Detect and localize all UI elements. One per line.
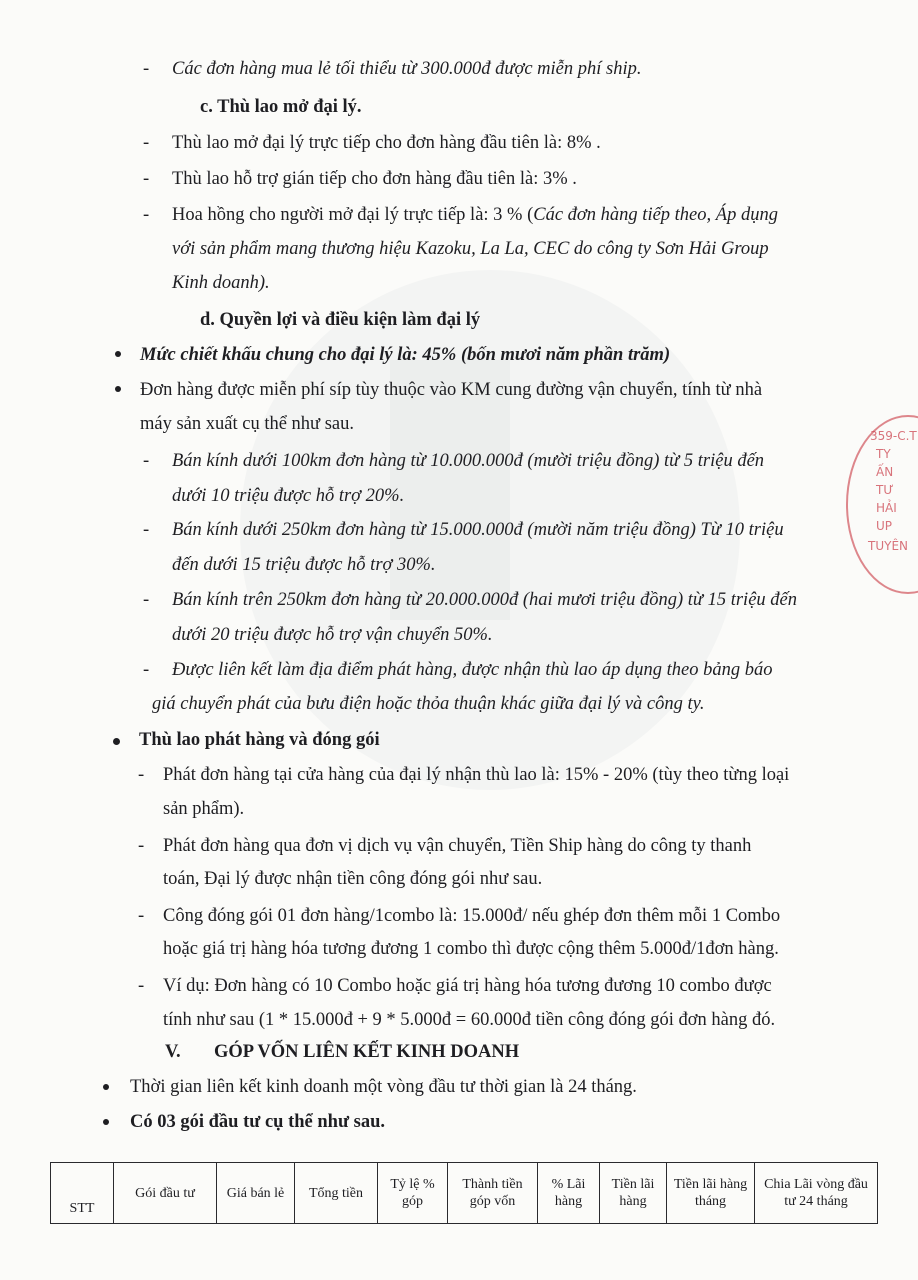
tier-line: Bán kính dưới 100km đơn hàng từ 10.000.000đ (mười triệu đồng) từ 5 triệu đến [172, 451, 765, 471]
shipping-intro-2: máy sản xuất cụ thể như sau. [140, 414, 354, 434]
heading-c: c. Thù lao mở đại lý. [200, 97, 362, 117]
bullet-dot [103, 1119, 109, 1125]
section-v-bullet: Có 03 gói đầu tư cụ thể như sau. [130, 1112, 386, 1132]
bullet-dot [113, 738, 120, 745]
tier-line: Được liên kết làm địa điểm phát hàng, được nhận thù lao áp dụng theo bảng báo [172, 660, 773, 680]
fulfilment-line: Phát đơn hàng tại cửa hàng của đại lý nhận thù lao là: 15% - 20% (tùy theo từng loại [163, 765, 790, 785]
list-dash: - [138, 976, 145, 996]
bullet-dot [115, 386, 121, 392]
table-header-cell: % Lãi hàng [538, 1163, 600, 1224]
stamp-text: TUYÊN [868, 539, 909, 553]
tier-line: Bán kính dưới 250km đơn hàng từ 15.000.000đ (mười năm triệu đồng) Từ 10 triệu [172, 520, 784, 540]
table-header-cell: Tiền lãi hàng [600, 1163, 667, 1224]
heading-d: d. Quyền lợi và điều kiện làm đại lý [200, 310, 481, 330]
table-header-cell: Tiền lãi hàng tháng [667, 1163, 755, 1224]
bullet-dot [115, 351, 121, 357]
tier-line: dưới 20 triệu được hỗ trợ vận chuyển 50%. [172, 625, 493, 645]
tier-line: giá chuyển phát của bưu điện hoặc thỏa thuận khác giữa đại lý và công ty. [152, 694, 705, 714]
commission-line [172, 203, 778, 227]
stamp-text: HẢI [876, 501, 897, 515]
stamp-text: ẤN [876, 465, 894, 479]
commission-italic: Các đơn hàng tiếp theo, Áp dụng [533, 205, 778, 225]
fulfilment-line: Công đóng gói 01 đơn hàng/1combo là: 15.000đ/ nếu ghép đơn thêm mỗi 1 Combo [163, 906, 781, 926]
commission-normal: Hoa hồng cho người mở đại lý trực tiếp là: 3 % ( [172, 205, 534, 225]
tier-line: Bán kính trên 250km đơn hàng từ 20.000.000đ (hai mươi triệu đồng) từ 15 triệu đến [172, 590, 797, 610]
shipping-intro: Đơn hàng được miễn phí síp tùy thuộc vào KM cung đường vận chuyển, tính từ nhà [140, 380, 763, 400]
fulfilment-line: sản phẩm). [163, 799, 245, 819]
table-header-cell: Gói đầu tư [114, 1163, 217, 1224]
stamp-text: TƯ [876, 483, 894, 497]
list-dash: - [143, 169, 150, 189]
discount-line: Mức chiết khấu chung cho đại lý là: 45% (bốn mươi năm phần trăm) [140, 345, 671, 365]
company-stamp [846, 415, 918, 594]
table-header-cell: Tỷ lệ % góp [378, 1163, 448, 1224]
list-dash: - [143, 59, 150, 79]
fulfilment-line: toán, Đại lý được nhận tiền công đóng gói như sau. [163, 869, 543, 889]
list-dash: - [138, 765, 145, 785]
list-dash: - [138, 906, 145, 926]
list-dash: - [138, 836, 145, 856]
investment-table [50, 1162, 878, 1224]
section-v-number: V. [165, 1042, 181, 1062]
list-dash: - [143, 205, 150, 225]
bullet-dot [103, 1084, 109, 1090]
fulfilment-line: Ví dụ: Đơn hàng có 10 Combo hoặc giá trị hàng hóa tương đương 10 combo được [163, 976, 772, 996]
commission-line-3: Kinh doanh). [172, 273, 270, 293]
list-dash: - [143, 520, 150, 540]
fulfilment-line: tính như sau (1 * 15.000đ + 9 * 5.000đ = 60.000đ tiền công đóng gói đơn hàng đó. [163, 1010, 776, 1030]
list-dash: - [143, 590, 150, 610]
stamp-text: UP [876, 519, 893, 533]
table-header-cell: STT [51, 1163, 114, 1224]
list-dash: - [143, 451, 150, 471]
commission-line-2: với sản phẩm mang thương hiệu Kazoku, La La, CEC do công ty Sơn Hải Group [172, 239, 769, 259]
table-header-cell: Thành tiền góp vốn [448, 1163, 538, 1224]
stamp-text: TY [876, 447, 891, 461]
table-header-cell: Giá bán lẻ [217, 1163, 295, 1224]
table-header-cell: Chia Lãi vòng đầu tư 24 tháng [755, 1163, 878, 1224]
free-ship-line: Các đơn hàng mua lẻ tối thiểu từ 300.000đ được miễn phí ship. [172, 59, 642, 79]
section-v-bullet: Thời gian liên kết kinh doanh một vòng đầu tư thời gian là 24 tháng. [130, 1077, 637, 1097]
fulfilment-line: Phát đơn hàng qua đơn vị dịch vụ vận chuyển, Tiền Ship hàng do công ty thanh [163, 836, 752, 856]
section-v-heading: GÓP VỐN LIÊN KẾT KINH DOANH [214, 1042, 520, 1062]
list-item: Thù lao hỗ trợ gián tiếp cho đơn hàng đầu tiên là: 3% . [172, 169, 577, 189]
table-header-cell: Tổng tiền [295, 1163, 378, 1224]
fulfilment-line: hoặc giá trị hàng hóa tương đương 1 combo thì được cộng thêm 5.000đ/1đơn hàng. [163, 939, 779, 959]
tier-line: đến dưới 15 triệu được hỗ trợ 30%. [172, 555, 436, 575]
table-header-row [51, 1163, 878, 1224]
fulfilment-heading: Thù lao phát hàng và đóng gói [139, 730, 380, 750]
tier-line: dưới 10 triệu được hỗ trợ 20%. [172, 486, 405, 506]
list-item: Thù lao mở đại lý trực tiếp cho đơn hàng đầu tiên là: 8% . [172, 133, 601, 153]
list-dash: - [143, 660, 150, 680]
stamp-text: 359-C.T [870, 429, 917, 443]
list-dash: - [143, 133, 150, 153]
